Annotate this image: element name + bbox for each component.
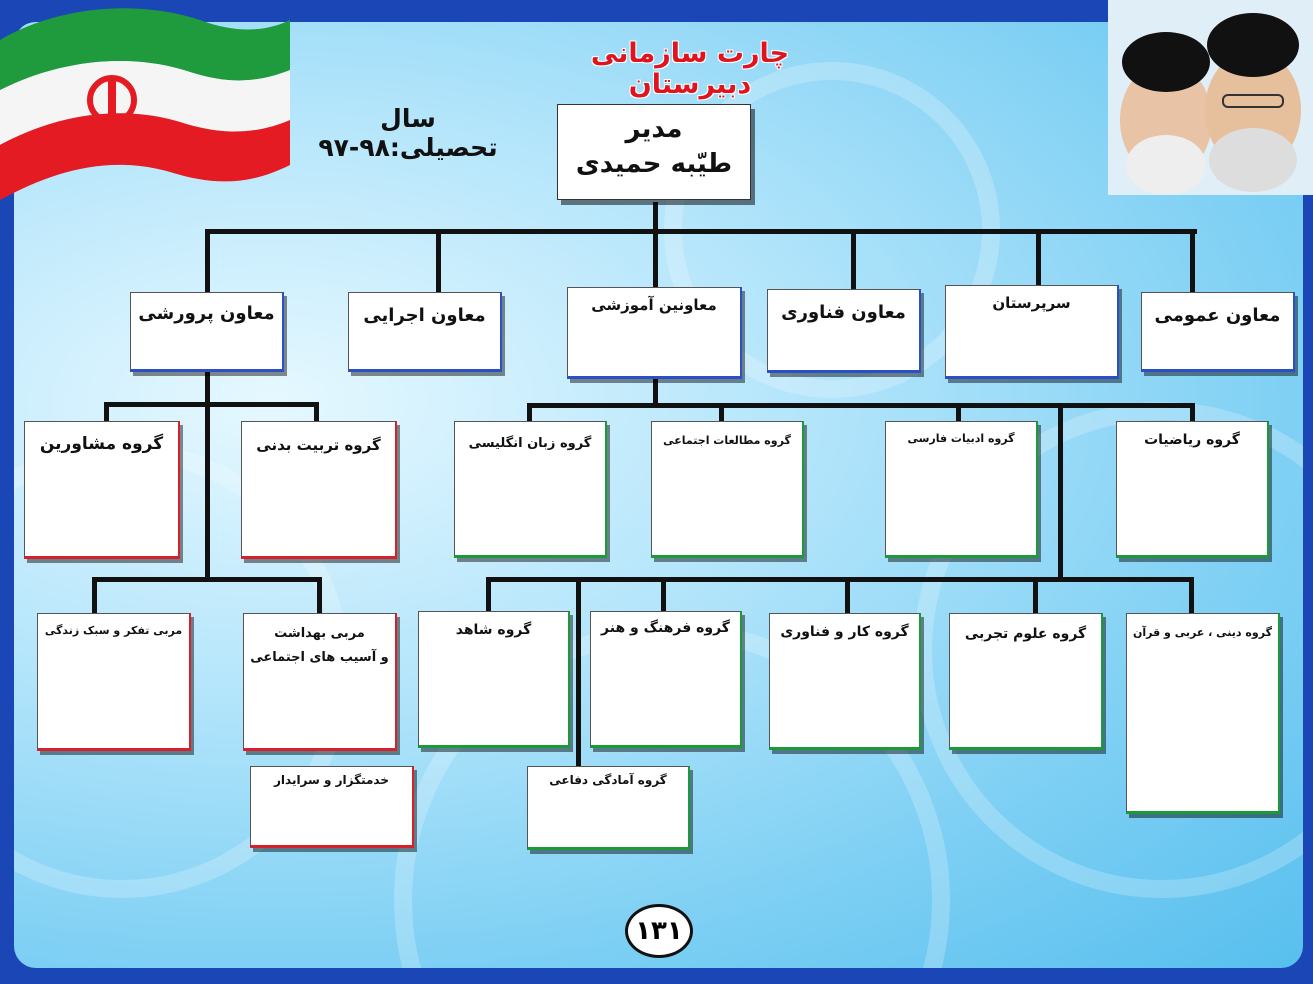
group-riazi-label: گروه ریاضیات [1144, 432, 1240, 448]
deputy-omoomi-label: معاون عمومی [1154, 305, 1281, 326]
unit-moshavarin-box [24, 421, 180, 559]
unit-morabi-behdasht-label-1: مربی بهداشت [274, 626, 365, 641]
chart-title: چارت سازمانی دبیرستان [590, 38, 790, 100]
group-amadegi-label: گروه آمادگی دفاعی [549, 773, 667, 787]
unit-tarbiat-badani-label: گروه تربیت بدنی [256, 436, 381, 454]
group-riazi-box [1116, 421, 1269, 558]
group-oloom-box [949, 613, 1103, 750]
connector-line [205, 229, 1197, 234]
group-farhang-label: گروه فرهنگ و هنر [601, 620, 730, 636]
group-amadegi-box [527, 766, 690, 850]
director-name: طیّبه حمیدی [575, 149, 733, 179]
connector-line [845, 577, 850, 613]
group-adabiat-box [885, 421, 1038, 558]
deputy-sarparastan-label: سرپرستان [992, 294, 1071, 312]
deputy-fanavari-label: معاون فناوری [781, 302, 906, 323]
connector-line [851, 229, 856, 291]
unit-khadamat-box [250, 766, 414, 848]
connector-line [653, 202, 658, 232]
connector-line [653, 229, 658, 289]
page-number: ۱۳۱ [625, 904, 693, 958]
group-zaban-label: گروه زبان انگلیسی [468, 436, 592, 451]
group-kar-label: گروه کار و فناوری [780, 624, 909, 640]
deputy-amoozeshi-box [567, 287, 742, 379]
academic-year: سال تحصیلی:۹۸-۹۷ [318, 104, 498, 162]
unit-moshavarin-label: گروه مشاورین [39, 434, 164, 454]
connector-line [653, 378, 658, 406]
group-zaban-box [454, 421, 607, 558]
leaders-portrait-image [1108, 0, 1313, 195]
unit-morabi-tafakkor-label: مربی تفکر و سبک زندگی [44, 624, 183, 637]
connector-line [1036, 229, 1041, 287]
group-motaleat-label: گروه مطالعات اجتماعی [663, 434, 791, 447]
connector-line [205, 229, 210, 294]
deputy-parvareshi-label: معاون پرورشی [138, 303, 275, 324]
unit-morabi-behdasht-box [243, 613, 397, 751]
deputy-fanavari-box [767, 289, 921, 373]
deputy-parvareshi-box [130, 292, 284, 372]
deputy-amoozeshi-label: معاونین آموزشی [591, 296, 717, 314]
director-role: مدیر [625, 114, 683, 144]
group-farhang-box [590, 611, 742, 748]
deputy-ejraei-label: معاون اجرایی [363, 305, 486, 326]
connector-line [661, 577, 666, 613]
connector-line [436, 229, 441, 294]
connector-line [527, 403, 1195, 408]
iran-flag-image [0, 0, 290, 205]
unit-morabi-behdasht-label-2: و آسیب های اجتماعی [250, 650, 389, 665]
connector-line [92, 577, 97, 615]
group-shahed-box [418, 611, 570, 748]
connector-line [104, 402, 319, 407]
connector-line [1033, 577, 1038, 613]
connector-line [1189, 577, 1194, 613]
unit-tarbiat-badani-box [241, 421, 397, 559]
connector-line [1058, 403, 1063, 581]
deputy-omoomi-box [1141, 292, 1295, 372]
connector-line [576, 577, 581, 769]
connector-line [486, 577, 491, 613]
deputy-ejraei-box [348, 292, 502, 372]
group-kar-box [769, 613, 921, 750]
unit-morabi-tafakkor-box [37, 613, 191, 751]
connector-line [92, 577, 322, 582]
connector-line [317, 577, 322, 615]
group-adabiat-label: گروه ادبیات فارسی [907, 432, 1015, 445]
connector-line [486, 577, 1194, 582]
group-oloom-label: گروه علوم تجربی [964, 626, 1087, 642]
group-motaleat-box [651, 421, 804, 558]
group-dini-box [1126, 613, 1280, 814]
deputy-sarparastan-box [945, 285, 1119, 379]
group-shahed-label: گروه شاهد [455, 622, 532, 638]
group-dini-label: گروه دینی ، عربی و قرآن [1133, 626, 1272, 639]
director-box [557, 104, 751, 200]
unit-khadamat-label: خدمتگزار و سرایدار [273, 773, 390, 787]
connector-line [1190, 229, 1195, 293]
